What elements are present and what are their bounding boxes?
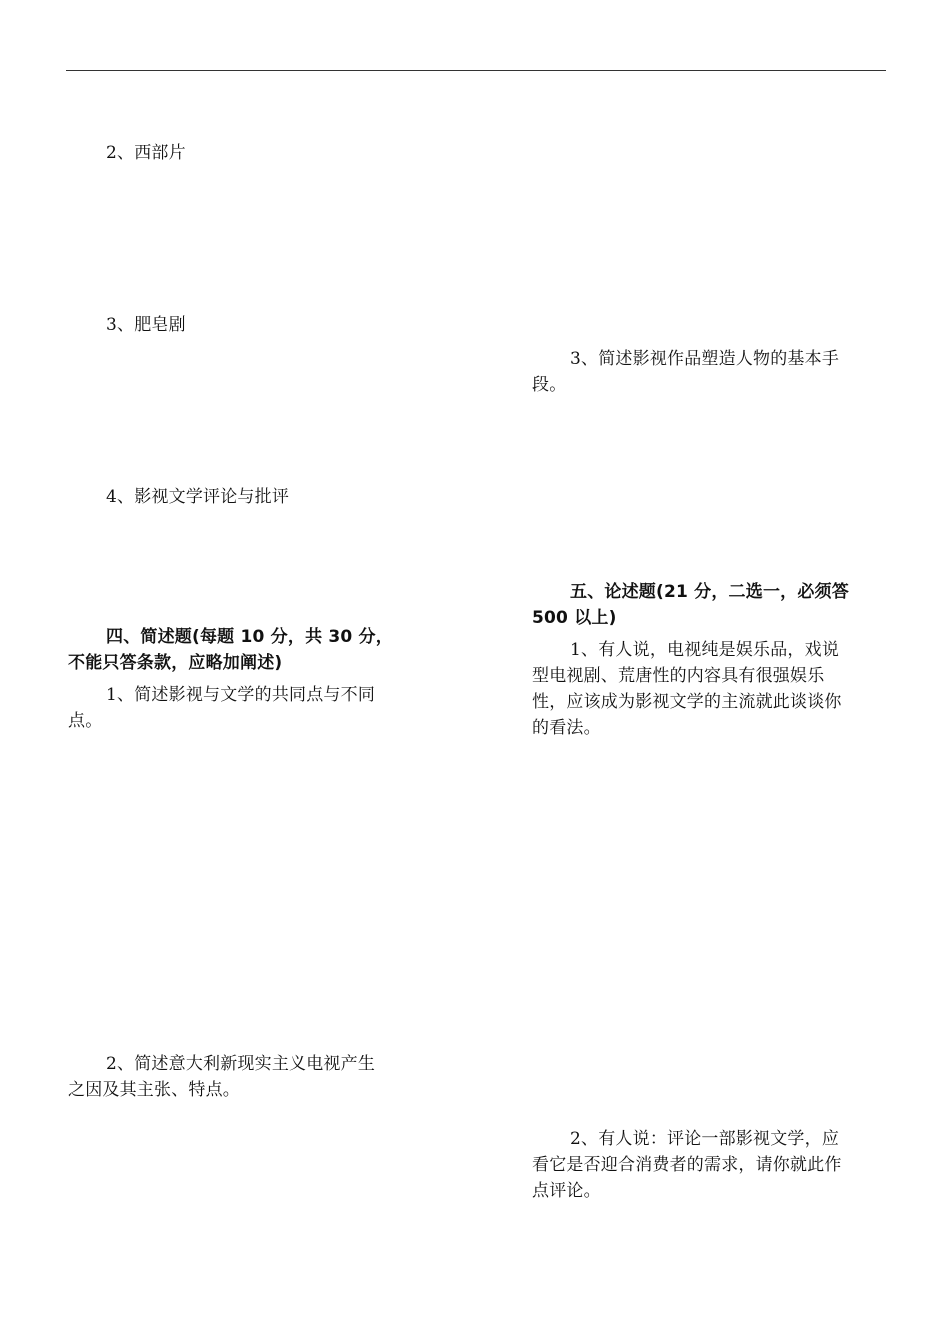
essay-1-line4: 的看法。: [532, 718, 601, 738]
question-4-2-line1: 2、简述意大利新现实主义电视产生: [106, 1054, 376, 1074]
essay-2-line1: 2、有人说：评论一部影视文学，应: [570, 1129, 840, 1149]
essay-2-line2: 看它是否迎合消费者的需求，请你就此作: [532, 1155, 842, 1175]
section-4-heading-line2: 不能只答条款，应略加阐述): [68, 653, 283, 673]
essay-1-line3: 性，应该成为影视文学的主流就此谈谈你: [532, 692, 842, 712]
question-4-3-line1: 3、简述影视作品塑造人物的基本手: [570, 349, 840, 369]
question-4-1-line1: 1、简述影视与文学的共同点与不同: [106, 685, 376, 705]
question-4-2-line2: 之因及其主张、特点。: [68, 1080, 240, 1100]
section-5-heading-line1: 五、论述题(21 分，二选一，必须答: [570, 582, 849, 602]
section-5-heading-line2: 500 以上): [532, 608, 617, 628]
question-4-1-line2: 点。: [68, 711, 103, 731]
essay-1-line1: 1、有人说，电视纯是娱乐品，戏说: [570, 640, 840, 660]
term-2: 2、西部片: [106, 143, 186, 163]
question-4-3-line2: 段。: [532, 375, 567, 395]
term-4: 4、影视文学评论与批评: [106, 487, 290, 507]
essay-1-line2: 型电视剧、荒唐性的内容具有很强娱乐: [532, 666, 825, 686]
section-4-heading-line1: 四、简述题(每题 10 分，共 30 分，: [106, 627, 393, 647]
term-3: 3、肥皂剧: [106, 315, 186, 335]
header-rule: [66, 70, 886, 71]
essay-2-line3: 点评论。: [532, 1181, 601, 1201]
